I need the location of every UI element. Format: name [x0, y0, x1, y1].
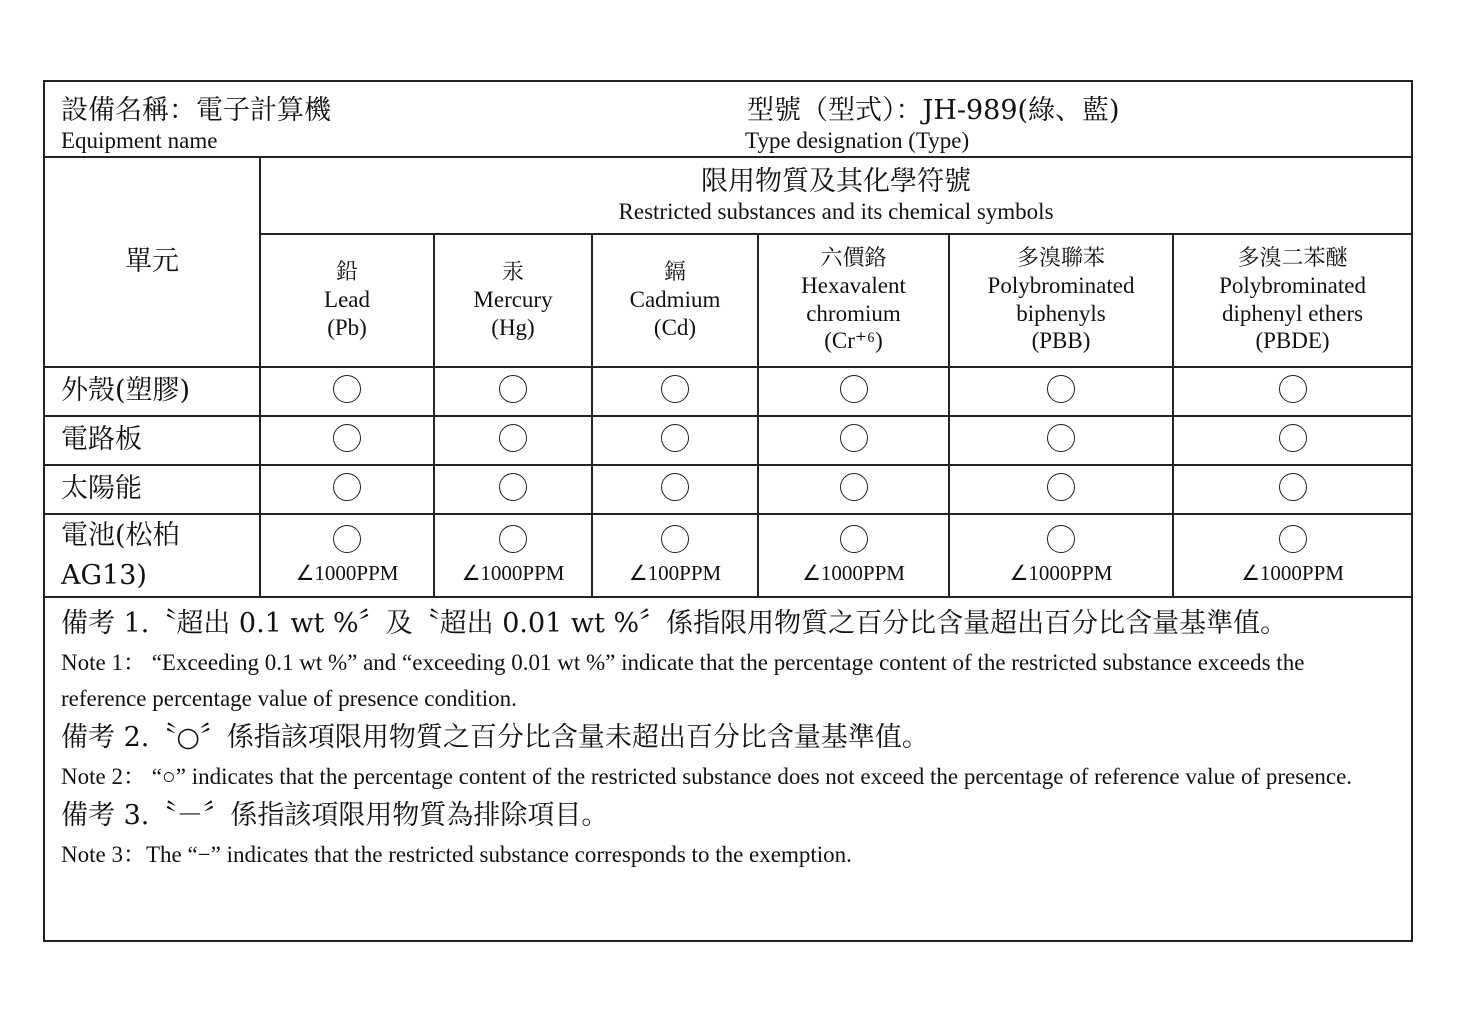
- restricted-substances-en: Restricted substances and its chemical symbols: [618, 198, 1054, 224]
- substance-header: 鎘 Cadmium (Cd): [592, 234, 758, 367]
- equipment-header: [45, 82, 1411, 158]
- table-row: [45, 514, 1411, 597]
- circle-mark-icon: [1279, 473, 1307, 501]
- component-name: 太陽能: [45, 465, 260, 514]
- note-1-zh: 備考 1.〝超出 0.1 wt %〞及〝超出 0.01 wt %〞係指限用物質之百分比含量超出百分比含量基準值。: [61, 608, 1288, 639]
- limit-value: ∠1000PPM: [461, 561, 565, 585]
- component-name: 電路板: [45, 416, 260, 465]
- restricted-substances-header: [260, 158, 1411, 234]
- circle-mark-icon: [499, 424, 527, 452]
- circle-mark-icon: [499, 375, 527, 403]
- type-designation-en: Type designation (Type): [745, 128, 970, 153]
- circle-mark-icon: [1047, 375, 1075, 403]
- table-row: [45, 367, 1411, 416]
- circle-mark-icon: [499, 473, 527, 501]
- limit-value: ∠1000PPM: [1241, 561, 1344, 585]
- limit-value: ∠1000PPM: [802, 561, 905, 585]
- restricted-substances-zh: 限用物質及其化學符號: [701, 165, 972, 197]
- circle-mark-icon: [333, 375, 361, 403]
- circle-mark-icon: [840, 525, 868, 553]
- note-3-en: Note 3：The “−” indicates that the restricted substance corresponds to the exemption.: [61, 842, 852, 867]
- circle-mark-icon: [661, 375, 689, 403]
- limit-value: ∠1000PPM: [1009, 561, 1113, 585]
- circle-mark-icon: [1047, 525, 1075, 553]
- component-name: 電池(松柏AG13): [45, 514, 260, 597]
- circle-mark-icon: [499, 525, 527, 553]
- circle-mark-icon: [661, 424, 689, 452]
- circle-mark-icon: [1279, 375, 1307, 403]
- circle-mark-icon: [1047, 473, 1075, 501]
- circle-mark-icon: [661, 525, 689, 553]
- circle-mark-icon: [840, 375, 868, 403]
- limit-value: ∠100PPM: [628, 561, 722, 585]
- unit-header: 單元: [45, 158, 260, 367]
- circle-mark-icon: [1047, 424, 1075, 452]
- substance-header: 鉛 Lead (Pb): [260, 234, 434, 367]
- equipment-name-en: Equipment name: [61, 128, 218, 153]
- rohs-declaration: [43, 80, 1413, 942]
- equipment-name-zh: 設備名稱：電子計算機: [61, 95, 331, 126]
- limit-value: ∠1000PPM: [295, 561, 399, 585]
- note-1-en: Note 1： “Exceeding 0.1 wt %” and “exceeding 0.01 wt %” indicate that the percentage content of the restricted substance exceeds the reference percentage value of presence condition.: [61, 650, 1305, 711]
- substance-table: [45, 158, 1411, 598]
- substance-header: 六價鉻 Hexavalent chromium (Cr⁺⁶): [758, 234, 949, 367]
- circle-mark-icon: [333, 473, 361, 501]
- circle-mark-icon: [661, 473, 689, 501]
- circle-mark-icon: [1279, 424, 1307, 452]
- note-2-en: Note 2： “○” indicates that the percentage content of the restricted substance does not exceed the percentage of reference value of presence.: [61, 764, 1353, 789]
- substance-header: 多溴聯苯 Polybrominated biphenyls (PBB): [949, 234, 1173, 367]
- circle-mark-icon: [1279, 525, 1307, 553]
- table-row: [45, 416, 1411, 465]
- component-name: 外殼(塑膠): [45, 367, 260, 416]
- notes-section: [45, 599, 1411, 873]
- circle-mark-icon: [840, 473, 868, 501]
- note-2-zh: 備考 2.〝○〞係指該項限用物質之百分比含量未超出百分比含量基準值。: [61, 722, 929, 753]
- substance-header: 多溴二苯醚 Polybrominated diphenyl ethers (PBDE): [1173, 234, 1411, 367]
- type-designation-zh: 型號（型式）：JH-989(綠、藍): [747, 95, 1120, 126]
- circle-mark-icon: [840, 424, 868, 452]
- circle-mark-icon: [333, 424, 361, 452]
- note-3-zh: 備考 3.〝－〞係指該項限用物質為排除項目。: [61, 800, 609, 831]
- circle-mark-icon: [333, 525, 361, 553]
- table-row: [45, 465, 1411, 514]
- substance-header: 汞 Mercury (Hg): [434, 234, 592, 367]
